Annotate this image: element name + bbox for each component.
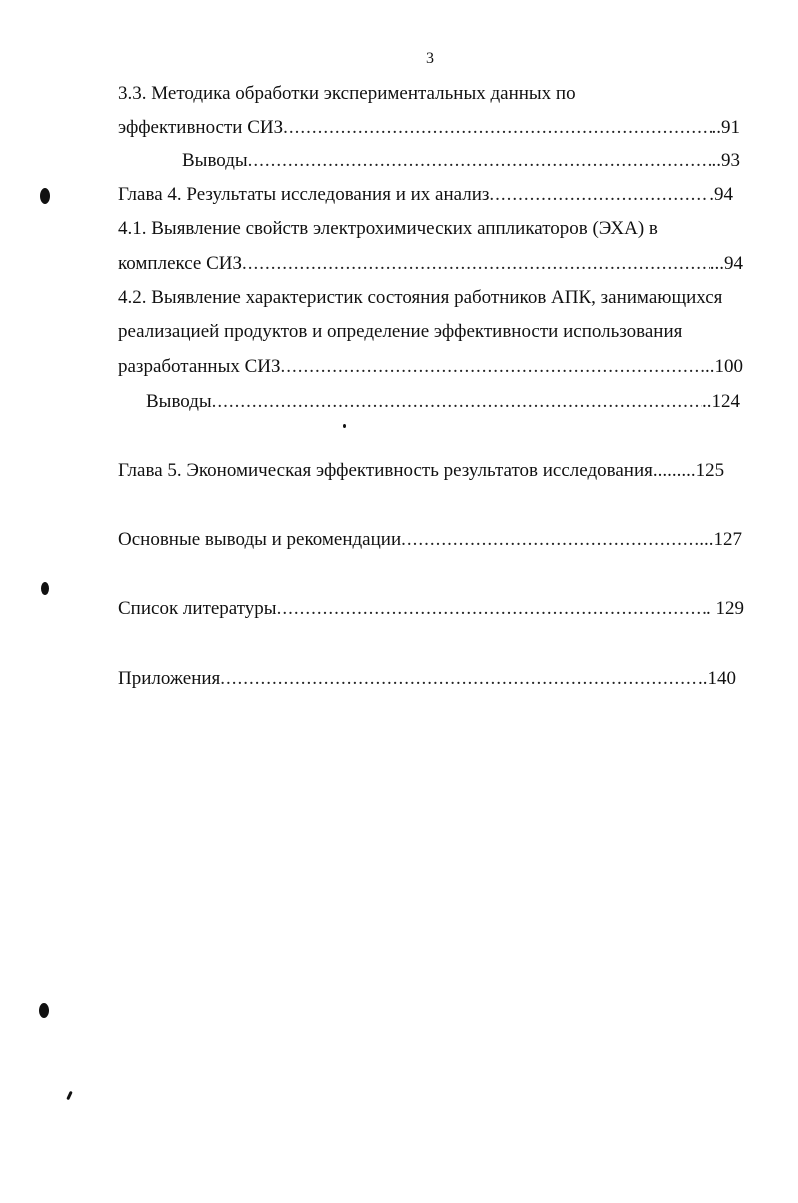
toc-entry-conclusions-ch4 bbox=[146, 390, 740, 414]
toc-entry-3-3-line-1 bbox=[118, 82, 576, 106]
dot-leader bbox=[277, 597, 706, 621]
dot-leader bbox=[283, 116, 711, 140]
toc-page-ref: ..100 bbox=[705, 356, 743, 377]
binder-hole-mark bbox=[39, 1003, 49, 1018]
toc-page-ref: .94 bbox=[709, 184, 733, 205]
toc-page-ref: .........125 bbox=[652, 460, 725, 481]
toc-entry-title: 4.1. Выявление свойств электрохимических аппликаторов (ЭХА) в bbox=[118, 218, 658, 239]
toc-entry-title: эффективности СИЗ bbox=[118, 117, 284, 138]
scan-speck bbox=[343, 424, 346, 428]
toc-entry-title: Выводы bbox=[182, 150, 248, 171]
scan-speck bbox=[66, 1091, 73, 1100]
toc-entry-title: Основные выводы и рекомендации bbox=[118, 529, 402, 550]
toc-entry-main-conclusions bbox=[118, 528, 742, 552]
toc-entry-chapter-4 bbox=[118, 183, 733, 207]
dot-leader bbox=[401, 528, 699, 552]
toc-entry-chapter-5 bbox=[118, 459, 742, 483]
toc-entry-title: 4.2. Выявление характеристик состояния работников АПК, занимающихся bbox=[118, 287, 723, 308]
toc-page-ref: ..93 bbox=[711, 150, 740, 171]
toc-entry-4-1-line-1 bbox=[118, 217, 658, 241]
toc-entry-title: Выводы bbox=[146, 391, 212, 412]
toc-entry-4-1-line-2 bbox=[118, 252, 743, 276]
dot-leader bbox=[212, 390, 702, 414]
toc-page-ref: ..91 bbox=[711, 117, 740, 138]
toc-page-ref: ..140 bbox=[698, 668, 736, 689]
toc-entry-title: Глава 5. Экономическая эффективность результатов исследования bbox=[118, 460, 653, 481]
toc-entry-title: Глава 4. Результаты исследования и их анализ bbox=[118, 184, 490, 205]
toc-page-ref: ..124 bbox=[702, 391, 740, 412]
toc-entry-references bbox=[118, 597, 744, 621]
toc-entry-4-2-line-3 bbox=[118, 355, 743, 379]
binder-hole-mark bbox=[41, 582, 49, 595]
dot-leader bbox=[248, 149, 712, 173]
dot-leader bbox=[242, 252, 710, 276]
binder-hole-mark bbox=[40, 188, 50, 204]
toc-entry-appendices bbox=[118, 667, 736, 691]
page-number: 3 bbox=[426, 50, 434, 67]
toc-entry-4-2-line-1 bbox=[118, 286, 722, 310]
dot-leader bbox=[220, 667, 698, 691]
toc-page-ref: . 129 bbox=[706, 598, 744, 619]
dot-leader bbox=[281, 355, 705, 379]
toc-page-ref: ...94 bbox=[709, 253, 743, 274]
toc-entry-title: комплексе СИЗ bbox=[118, 253, 243, 274]
toc-entry-title: Приложения bbox=[118, 668, 221, 689]
toc-entry-title: Список литературы bbox=[118, 598, 277, 619]
toc-entry-title: разработанных СИЗ bbox=[118, 356, 281, 377]
toc-entry-title: реализацией продуктов и определение эффективности использования bbox=[118, 321, 683, 342]
toc-entry-conclusions-ch3 bbox=[182, 149, 740, 173]
toc-entry-3-3-line-2 bbox=[118, 116, 740, 140]
toc-entry-4-2-line-2 bbox=[118, 320, 682, 344]
toc-entry-title: 3.3. Методика обработки экспериментальных данных по bbox=[118, 83, 576, 104]
toc-page-ref: ...127 bbox=[699, 529, 742, 550]
dot-leader bbox=[489, 183, 709, 207]
